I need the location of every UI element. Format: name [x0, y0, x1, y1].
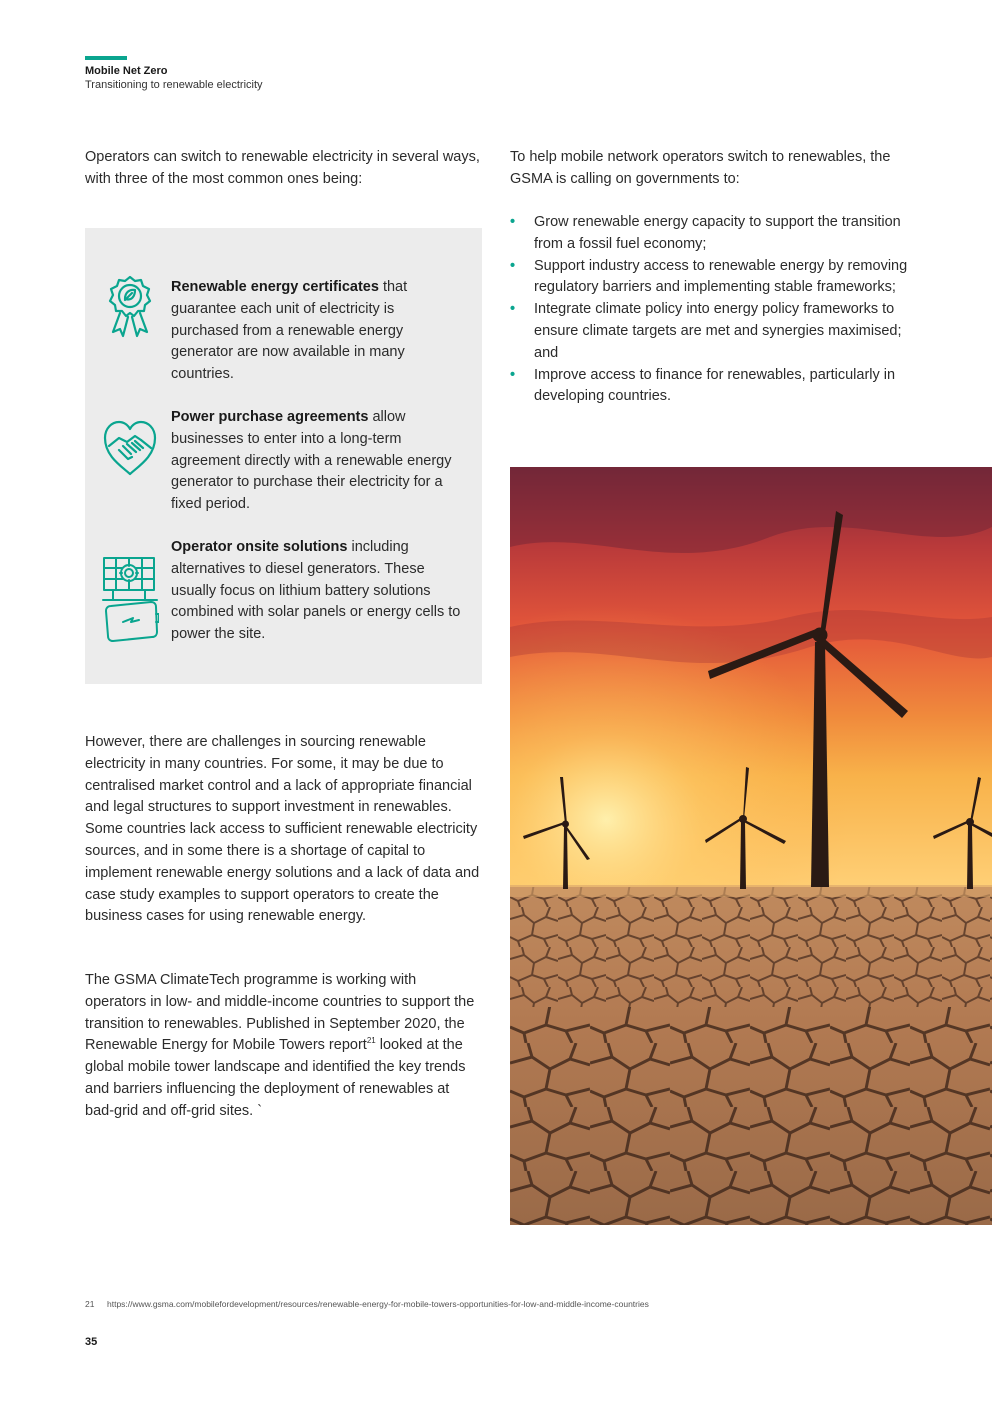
bullet-item: • Support industry access to renewable energy by removing regulatory barriers and implementing stable frameworks;	[510, 256, 910, 300]
footnote-link[interactable]: https://www.gsma.com/mobilefordevelopment/resources/renewable-energy-for-mobile-towers-opportunities-for-low-and-middle-income-countries	[107, 1299, 649, 1309]
box-item-certificates	[171, 277, 461, 386]
header-subtitle: Transitioning to renewable electricity	[85, 79, 263, 91]
footnote-reference[interactable]: 21	[366, 1036, 376, 1046]
handshake-heart-icon	[101, 416, 159, 488]
page-number: 35	[85, 1336, 98, 1348]
gsma-call-bullets	[510, 212, 910, 408]
solar-battery-icon	[101, 556, 159, 648]
box-item-onsite-text: including alternatives to diesel generators. These usually focus on lithium battery solutions combined with solar panels or energy cells to power the site.	[171, 539, 461, 643]
footnote-number: 21	[85, 1299, 95, 1309]
box-item-ppa-title: Power purchase agreements	[171, 409, 369, 425]
wind-turbines-desert-photo	[510, 467, 992, 1225]
box-item-ppa-text: allow businesses to enter into a long-term agreement directly with a renewable energy generator to purchase their electricity for a fixed period.	[171, 409, 452, 513]
bullet-item: • Improve access to finance for renewables, particularly in developing countries.	[510, 365, 910, 409]
bullet-item: • Grow renewable energy capacity to support the transition from a fossil fuel economy;	[510, 212, 910, 256]
climatetech-paragraph	[85, 970, 480, 1123]
box-item-onsite	[171, 537, 461, 646]
header-accent-bar	[85, 56, 127, 60]
footnote	[85, 1299, 649, 1309]
header-title: Mobile Net Zero	[85, 65, 168, 77]
options-box	[85, 228, 482, 684]
right-intro-paragraph: To help mobile network operators switch to renewables, the GSMA is calling on governments to:	[510, 149, 891, 187]
challenges-paragraph: However, there are challenges in sourcing renewable electricity in many countries. For some, it may be due to centralised market control and a lack of appropriate financial and legal structures to support investment in renewables. Some countries lack access to sufficient renewable electricity sources, and in some there is a shortage of capital to implement renewable energy solutions and a lack of data and case study examples to support operators to create the business cases for using renewable energy.	[85, 734, 480, 925]
climatetech-text-1: The GSMA ClimateTech programme is working with operators in low- and middle-income countries to support the transition to renewables. Published in September 2020, the Renewable Energy for Mobile Towers report	[85, 972, 475, 1054]
bullet-item: • Integrate climate policy into energy policy frameworks to ensure climate targets are met and synergies maximised; and	[510, 299, 910, 364]
climatetech-text-2: looked at the global mobile tower landscape and identified the key trends and barriers influencing the deployment of renewables at bad-grid and off-grid sites. `	[85, 1037, 466, 1119]
box-item-certificates-title: Renewable energy certificates	[171, 279, 379, 295]
box-item-ppa	[171, 407, 461, 516]
box-item-certificates-text: that guarantee each unit of electricity is purchased from a renewable energy generator are now available in many countries.	[171, 279, 408, 383]
box-item-onsite-title: Operator onsite solutions	[171, 539, 348, 555]
certificate-icon	[101, 274, 159, 346]
intro-paragraph: Operators can switch to renewable electricity in several ways, with three of the most common ones being:	[85, 149, 480, 187]
